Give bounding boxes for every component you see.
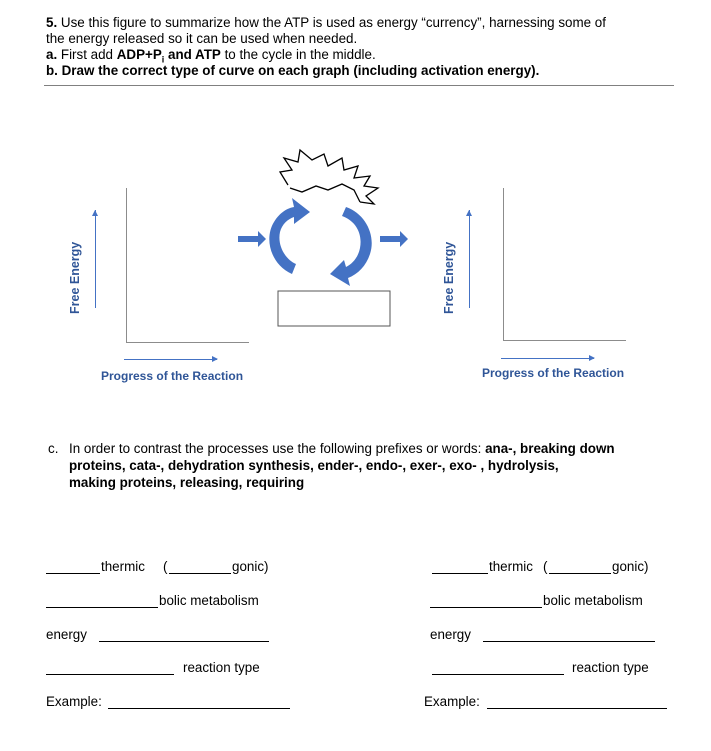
paren-open-left: ( xyxy=(163,559,168,574)
header-divider xyxy=(44,85,674,86)
right-graph-y-label: Free Energy xyxy=(442,241,456,314)
part-a-atp: and ATP xyxy=(168,47,221,62)
energy-blank-left[interactable] xyxy=(99,641,269,642)
part-a-end: to the cycle in the middle. xyxy=(224,47,376,62)
question-line-1 xyxy=(46,15,606,31)
thermic-blank-right[interactable] xyxy=(432,573,488,574)
adp-text: ADP+P xyxy=(116,47,162,62)
gonic-label-right: gonic) xyxy=(612,559,649,574)
part-c-letter: c. xyxy=(48,441,59,456)
paren-open-right: ( xyxy=(543,559,548,574)
reaction-type-blank-right[interactable] xyxy=(432,674,564,675)
right-graph-arrowheads xyxy=(459,200,599,365)
part-a-letter: a. xyxy=(46,47,58,62)
part-c-line-1 xyxy=(69,441,615,458)
part-c-line-2: proteins, cata-, dehydration synthesis, ender-, endo-, exer-, exo- , hydrolysis, xyxy=(69,458,559,473)
bolic-label-left: bolic metabolism xyxy=(159,593,259,608)
atp-cycle-figure[interactable] xyxy=(230,128,430,328)
gonic-blank-left[interactable] xyxy=(169,573,231,574)
part-a-text: First add xyxy=(60,47,113,62)
question-text-1: Use this figure to summarize how the ATP is used as energy “currency”, harnessing some of xyxy=(60,15,606,30)
energy-burst-icon xyxy=(280,150,378,204)
reaction-type-blank-left[interactable] xyxy=(46,674,174,675)
energy-label-left: energy xyxy=(46,627,87,642)
example-label-left: Example: xyxy=(46,694,102,709)
thermic-label-left: thermic xyxy=(101,559,145,574)
energy-label-right: energy xyxy=(430,627,471,642)
left-cycle-arrow-icon xyxy=(269,198,310,274)
right-cycle-arrow-icon xyxy=(330,207,372,286)
reaction-type-label-left: reaction type xyxy=(183,660,260,675)
part-c-terms-1: ana-, breaking down xyxy=(485,441,615,456)
left-graph-y-label: Free Energy xyxy=(68,241,82,314)
part-a-adp xyxy=(116,47,165,65)
part-c-line-3: making proteins, releasing, requiring xyxy=(69,475,305,490)
gonic-blank-right[interactable] xyxy=(549,573,611,574)
example-blank-right[interactable] xyxy=(487,708,667,709)
right-graph-x-label: Progress of the Reaction xyxy=(482,366,625,380)
question-text-2: the energy released so it can be used when needed. xyxy=(46,31,358,46)
cycle-answer-box xyxy=(278,291,390,326)
example-blank-left[interactable] xyxy=(108,708,290,709)
gonic-label-left: gonic) xyxy=(232,559,269,574)
question-part-b: b. Draw the correct type of curve on each graph (including activation energy). xyxy=(46,63,540,78)
reaction-type-label-right: reaction type xyxy=(572,660,649,675)
pi-subscript: i xyxy=(161,54,165,65)
part-c-intro: In order to contrast the processes use the following prefixes or words: xyxy=(69,441,482,456)
thermic-label-right: thermic xyxy=(489,559,533,574)
bolic-label-right: bolic metabolism xyxy=(543,593,643,608)
thermic-blank-left[interactable] xyxy=(46,573,100,574)
example-label-right: Example: xyxy=(424,694,480,709)
left-graph-arrowheads xyxy=(85,200,225,365)
question-number: 5. xyxy=(46,15,58,30)
bolic-blank-right[interactable] xyxy=(430,607,542,608)
bolic-blank-left[interactable] xyxy=(46,607,158,608)
energy-blank-right[interactable] xyxy=(483,641,655,642)
left-graph-x-label: Progress of the Reaction xyxy=(101,369,244,383)
